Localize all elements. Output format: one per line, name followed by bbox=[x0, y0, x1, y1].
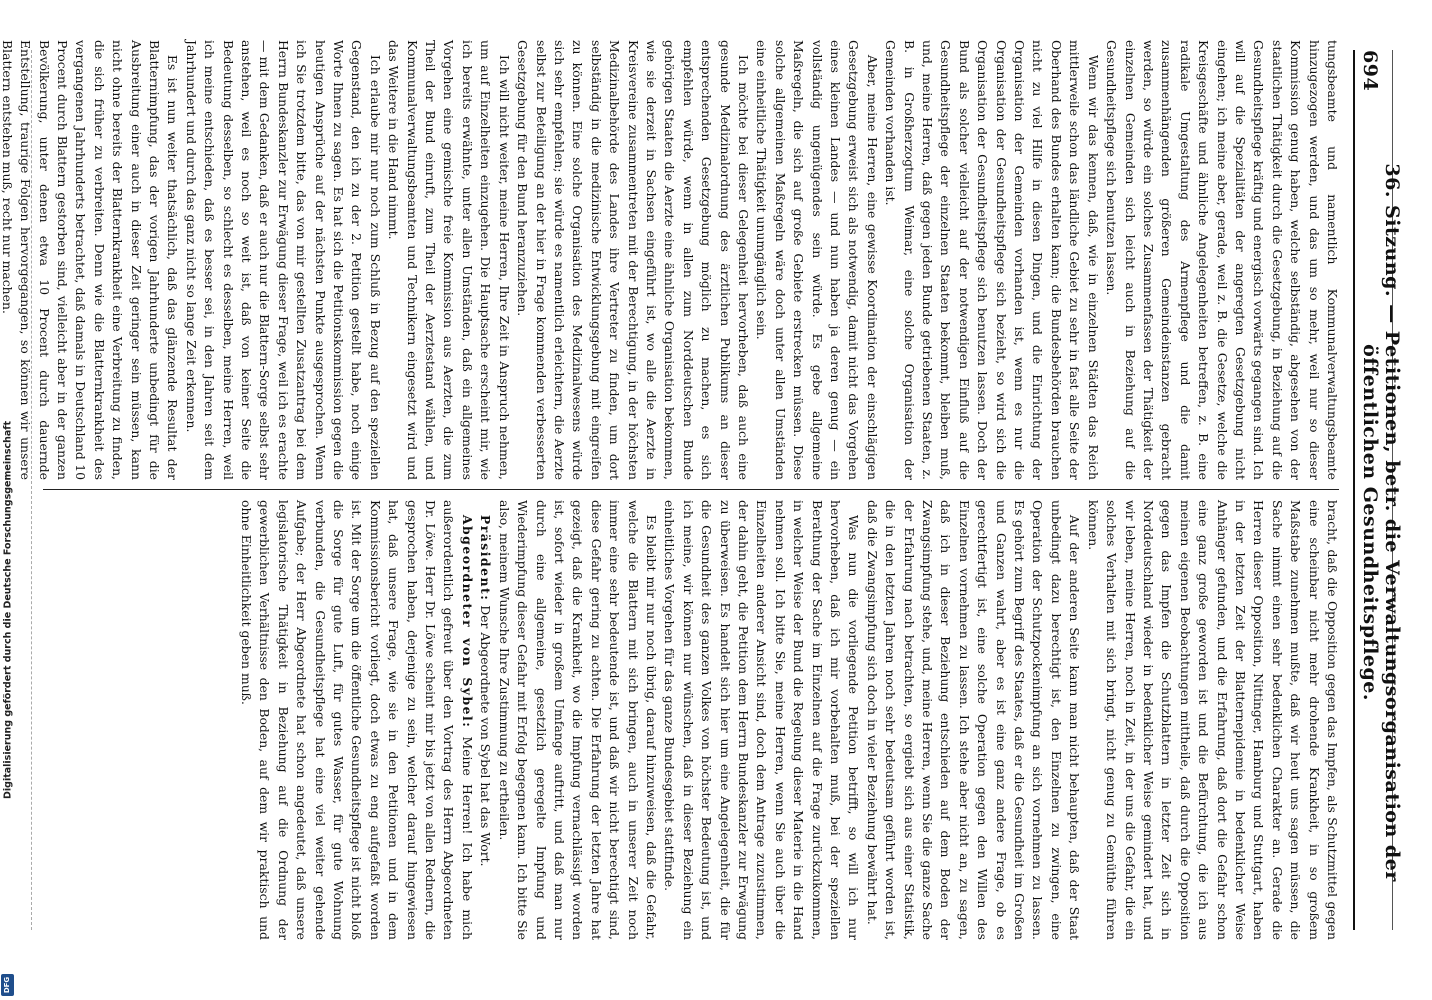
paragraph: Ich möchte bei dieser Gelegenheit hervorheben, daß auch eine gesunde Medizinalordnung des ärztlichen Publikums an dieser entsprechenden Gesetzgebung möglich zu machen, es sich empfehlen würde, wenn in allen zum Norddeutschen Bunde gehörigen Staaten die Aerzte eine ähnliche Organisation bekommen, wie sie derzeit in Sachsen eingeführt ist, wo alle die Aerzte in Kreisvereine zusammentreten mit der Berechtigung, in der höchsten Medizinalbehörde des Landes ihre Vertreter zu finden, um dort selbständig in die medizinische Entwicklungsgebung mit eingreifen zu können. Eine solche Organisation des Medizinalwesens würde sich sehr empfehlen; sie würde es namentlich erleichtern, die Aerzte selbst zur Beteiligung an der hier in Frage kommenden verbesserten Gesetzgebung für den Bund heranzuziehen. bbox=[515, 40, 751, 480]
paragraph: bracht, daß die Opposition gegen das Impfen, als Schutzmittel gegen eine scheinbar nicht mehr drohende Krankheit, in so großem Maßstabe zunehmen mußte, daß wir heut uns sagen müssen, die Sache nimmt einen sehr bedenklichen Charakter an. Gerade die Herren dieser Opposition, Nittinger, Hamburg und Stuttgart, haben in der letzten Zeit der Blatternepidemie in bedenklicher Weise Anhänger gefunden, und die Erfahrung, daß dort die Gefahr schon eine ganz große geworden ist und die Befürchtung, die ich aus meinen eigenen Beobachtungen mittheile, daß durch die Opposition gegen das Impfen die Schutzblattern in letzter Zeit sich in Norddeutschland wieder in bedenklicher Weise gemindert hat, und wir leben, meine Herren, noch in Zeit, in der uns die Gefahr, die ein solches Verhalten mit sich bringt, nicht genug zu Gemüthe führen können. bbox=[1085, 500, 1340, 940]
speaker-label: Präsident: bbox=[478, 514, 494, 602]
page-header bbox=[1353, 50, 1403, 930]
speech-text: Meine Herren! Ich habe mich außerordentlich gefreut über den Vortrag des Herrn Abgeordneten Dr. Löwe. Herr Dr. Löwe scheint mir bis jetzt von allen Rednern, die gesprochen haben, derjenige zu sein, welcher darauf hingewiesen hat, daß unsere Frage, wie sie in den Petitionen und in dem Kommissionsbericht vorliegt, doch etwas zu eng aufgefaßt worden ist. Mit der Sorge um die öffentliche Gesundheitspflege ist nicht bloß die Sorge für gute Luft, für gutes Wasser, für gute Wohnung verbunden, die Gesundheitspflege hat eine viel weiter gehende Aufgabe; der Herr Abgeordnete hat schon angedeutet, daß unsere legislatorische Thätigkeit in Beziehung auf die Ordnung der gewerblichen Verhältnisse den Boden, auf dem wir praktisch und ohne Einheitlichkeit geben muß. bbox=[239, 500, 475, 940]
speaker-label: Abgeordneter von Sybel: bbox=[459, 514, 475, 729]
dfg-logo bbox=[1, 974, 14, 996]
paragraph: Wenn wir das kennen, daß, wie in einzelnen Städten das Reich mittlerweile schon das ländliche Gebiet zu sehr in fast alle Seite der Oberhand des Bundes erhalten kann; die Bundesbehörden brauchen nicht zu viel Hilfe in diesen Dingen, und die Einrichtung der Organisation der Gemeinden vorhanden ist, wenn es nur die Organisation der Gesundheitspflege sich bezieht, so wird sich die Organisation der Gesundheitspflege sich benutzen lassen. Doch der Bund als solcher vielleicht auf der notwendigen Einfluß auf die Gesundheitspflege der einzelnen Staaten bekommt, bleiben muß, und, meine Herren, daß gegen jeden Bunde getriebenen Staaten, z. B. in Großherzogtum Weimar, eine solche Organisation der Gemeinden vorhanden ist. bbox=[883, 40, 1101, 480]
right-column bbox=[39, 500, 1341, 940]
column-divider bbox=[43, 489, 1339, 490]
paragraph: Ich erlaube mir nur noch zum Schluß in Bezug auf den speziellen Gegenstand, den ich zu der 2. Petition gestellt habe, noch einige Worte Ihnen zu sagen. Es hat sich die Petitionskommission gegen die heutigen Ansprüche auf der nächsten Punkte ausgesprochen. Wenn ich Sie trotzdem bitte, das von mir gestellten Zusatzantrag bei dem Herrn Bundeskanzler zur Erwägung dieser Frage, weil ich es erachte — mit dem Gedanken, daß er auch nur die Blattern-Sorge selbst sehr anstehen, weil es noch so weit ist, daß von keiner Seite die Bedeutung desselben, so schlecht es desselben, meine Herren, weil ich meine entschieden, daß es besser sei, in den Jahren seit dem Jahrhundert und durch das ganz nicht so lange Zeit erkennen. bbox=[183, 40, 383, 480]
paragraph: Es ist nun weiter thatsächlich, daß das glänzende Resultat der Blatternimpfung, das der vorigen Jahrhunderte unbedingt für die Ausbreitung einer auch in dieser Zeit geringer sein müssen, kann nicht ohne bereits der Blatternkrankheit eine Verbreitung zu finden, die sich früher zu verbreiten. Denn wie die Blatternkrankheit des vergangenen Jahrhunderts betrachtet, daß damals in Deutschland 10 Procent durch Blattern gestorben sind, vielleicht aber in der ganzen Bevölkerung, unter denen etwa 10 Procent durch dauernde Entstellung, traurige Folgen hervorgegangen, so können wir unsere Blattern entstehen muß, recht nur machen. bbox=[0, 40, 181, 480]
paragraph: Auf der anderen Seite kann man nicht behaupten, daß der Staat unbedingt dazu berechtigt ist, den Einzelnen zu zwingen, eine Operation der Schutzpockenimpfung an sich vornehmen zu lassen. Es gehört zum Begriff des Staates, daß er die Gesundheit im Großen und Ganzen wahrt, aber es ist eine ganz andere Frage, ob es gerechtfertigt ist, eine solche Operation gegen den Willen des Einzelnen vornehmen zu lassen. Ich stehe aber nicht an, zu sagen, daß ich in dieser Beziehung entschieden auf dem Boden der Zwangsimpfung stehe, und, meine Herren, wenn Sie die ganze Sache der Erfahrung nach betrachten, so ergiebt sich aus einer Statistik, die in den letzten Jahren noch sehr bedeutsam geführt worden ist, daß die Zwangsimpfung sich doch in vieler Beziehung bewährt hat. bbox=[864, 500, 1083, 940]
president-statement bbox=[476, 500, 494, 940]
page-bottom-edge bbox=[23, 50, 32, 930]
paragraph: Es bleibt mir nur noch übrig, darauf hinzuweisen, daß die Gefahr, welche die Blattern mit sich bringen, auch in unserer Zeit noch immer eine sehr bedeutende ist, und daß wir nicht berechtigt sind, diese Gefahr gering zu achten. Die Erfahrung der letzten Jahre hat gezeigt, daß die Krankheit, wo die Impfung vernachlässigt worden ist, sofort wieder in großem Umfange auftritt, und daß man nur durch eine allgemeine, gesetzlich geregelte Impfung und Wiederimpfung dieser Gefahr mit Erfolg begegnen kann. Ich bitte Sie also, meinem Wunsche Ihre Zustimmung zu ertheilen. bbox=[496, 500, 659, 940]
paragraph: Aber, meine Herren, eine gewisse Koordination der einschlägigen Gesetzgebung erweist sich als notwendig, damit nicht das Vorgehen eines kleinen Landes — und nun haben ja deren genug — ein vollständig ungenügendes sein würde. Es gebe allgemeine Maßregeln, die sich auf große Gebiete erstrecken müssen. Diese solche allgemeinen Maßregeln wäre doch unter allen Umständen eine einheitliche Thätigkeit unumgänglich sein. bbox=[754, 40, 880, 480]
page-title: 36. Sitzung. — Petitionen, betr. die Verwaltungsorganisation der öffentlichen Gesundheitspflege. bbox=[1359, 163, 1403, 882]
page-number: 694 bbox=[1359, 50, 1381, 92]
sybel-statement bbox=[237, 500, 476, 940]
dfg-logo-text: DFG bbox=[3, 976, 12, 994]
paragraph: tungsbeamte und namentlich Kommunalverwaltungsbeamte hinzugezogen werden, und das um so mehr, weil nur so dieser Kommission genug haben, welche selbständig, abgesehen von der staatlichen Thätigkeit durch die Gesetzgebung, in Beziehung auf die Gesundheitspflege kräftig und energisch vorwärts gegangen sind. Ich will auf die Spezialitäten der angeregten Gesetzgebung nicht eingehen; ich meine aber, gerade, weil z. B. die Gesetze, welche die Kreisgeschäfte und ähnliche Angelegenheiten betreffen, z. B. eine radikale Umgestaltung des Armenpflege und die damit zusammenhängenden größeren Gemeindeinstanzen gebracht werden, so würde ein solches Zusammenfassen der Thätigkeit der einzelnen Gemeinden sich leicht auch in Beziehung auf die Gesundheitspflege sich benutzen lassen. bbox=[1104, 40, 1340, 480]
credit-text: Digitalisierung gefördert durch die Deutsche Forschungsgemeinschaft bbox=[2, 421, 14, 799]
paragraph: Was nun die vorliegende Petition betrifft, so will ich nur hervorheben, daß ich mir vorbehalten muß, bei der speziellen Berathung der Sache im Einzelnen auf die Frage zurückzukommen, in welcher Weise der Bund die Regelung dieser Materie in die Hand nehmen soll. Ich bitte Sie, meine Herren, wenn Sie auch über die Einzelheiten anderer Ansicht sind, doch dem Antrage zuzustimmen, der dahin geht, die Petition dem Herrn Bundeskanzler zur Erwägung zu überweisen. Es handelt sich hier um eine Angelegenheit, die für die Gesundheit des ganzen Volkes von höchster Bedeutung ist, und ich meine, wir können nur wünschen, daß in dieser Beziehung ein einheitliches Vorgehen für das ganze Bundesgebiet stattfinde. bbox=[662, 500, 862, 940]
left-column bbox=[0, 40, 1341, 480]
paragraph: Ich will nicht weiter, meine Herren, Ihre Zeit in Anspruch nehmen, um auf Einzelheiten einzugehen. Die Hauptsache erscheint mir, wie ich bereits erwähnte, unter allen Umständen, daß ein allgemeines Vorgehen eine gemischte freie Kommission aus Aerzten, die zum Theil der Bund einruft, zum Theil der Aerztestand wählen, und Kommunalverwaltungsbeamten und Technikern eingesetzt wird und das Weitere in die Hand nimmt. bbox=[386, 40, 512, 480]
speech-text: Der Abgeordnete von Sybel hat das Wort. bbox=[478, 605, 494, 867]
